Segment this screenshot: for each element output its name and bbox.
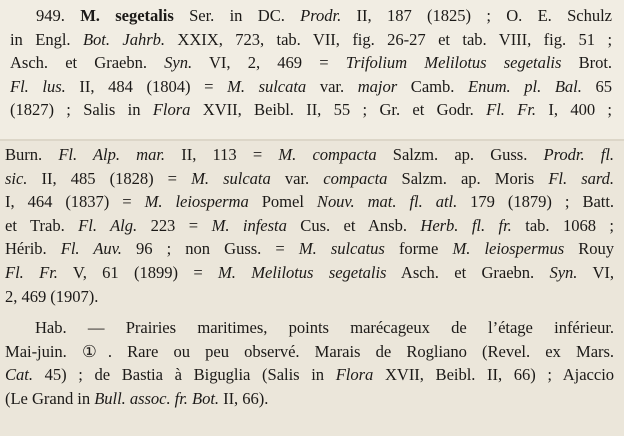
text-run: Hérib. (5, 239, 61, 259)
entry-line (10, 28, 612, 52)
italic-run: Fl. Alg. (78, 215, 138, 235)
italic-run: Fl. Auv. (60, 239, 122, 259)
text-run: Rouy (564, 239, 614, 259)
italic-run: Fl. lus. (10, 76, 66, 96)
text-run: VI, 2, 469 = (192, 53, 346, 73)
text-run: tab. 1068 ; (511, 215, 614, 235)
species-name: M. segetalis (80, 6, 174, 25)
entry-line (5, 167, 614, 191)
text-run: et Trab. (5, 215, 79, 235)
text-run: II, 484 (1804) = (65, 76, 228, 96)
italic-run: Fl. sard. (548, 168, 614, 188)
text-run: 949. (36, 6, 81, 25)
entry-line (10, 4, 612, 28)
text-run: Asch. et Graebn. (10, 53, 165, 73)
text-run: 65 (581, 76, 612, 96)
text-run: Salzm. ap. Guss. (376, 145, 544, 164)
text-run: 223 = (137, 215, 212, 235)
text-run: Asch. et Graebn. (386, 262, 550, 282)
italic-run: Fl. Fr. (486, 100, 536, 120)
text-run: 96 ; non Guss. = (121, 239, 299, 259)
italic-run: major (357, 76, 398, 96)
entry-line (10, 75, 612, 99)
italic-run: Fl. Fr. (5, 262, 58, 282)
italic-run: Herb. fl. fr. (420, 215, 512, 235)
text-run: var. (270, 168, 324, 188)
text-run: II, 113 = (165, 145, 279, 164)
italic-run: Flora (152, 100, 191, 120)
italic-run: Syn. (549, 262, 578, 282)
text-run: V, 61 (1899) = (57, 262, 218, 282)
scan-seam (0, 139, 624, 141)
entry-line (5, 214, 614, 238)
italic-run: M. compacta (278, 145, 377, 164)
entry-line (5, 143, 614, 167)
species-entry-top (0, 4, 624, 122)
italic-run: Flora (335, 365, 374, 385)
species-entry-bottom (0, 143, 624, 411)
entry-line (5, 190, 614, 214)
text-run: 2, 469 (1907). (5, 286, 99, 306)
entry-line (5, 285, 614, 309)
text-run: II, 485 (1828) = (27, 168, 192, 188)
entry-line (5, 237, 614, 261)
italic-run: M. sulcata (191, 168, 271, 188)
text-run: forme (384, 239, 453, 259)
italic-run: Cat. (5, 365, 33, 385)
italic-run: M. infesta (211, 215, 287, 235)
text-run: XVII, Beibl. II, 66) ; Ajaccio (373, 365, 614, 385)
text-run: Pomel (248, 192, 317, 212)
text-run: I, 400 ; (536, 100, 612, 120)
italic-run: M. leiosperma (144, 192, 249, 212)
italic-run: M. sulcata (227, 76, 307, 96)
italic-run: M. Melilotus segetalis (218, 262, 387, 282)
text-run: Salzm. ap. Moris (387, 168, 549, 188)
text-run: VI, (577, 262, 614, 282)
text-run: Brot. (561, 53, 612, 73)
text-run: var. (306, 76, 358, 96)
text-run: Burn. (5, 145, 59, 164)
habitat-line (5, 340, 614, 364)
text-run: Cus. et Ansb. (286, 215, 421, 235)
text-run: Camb. (397, 76, 468, 96)
text-run: XVII, Beibl. II, 55 ; Gr. et Godr. (190, 100, 487, 120)
entry-line (10, 98, 612, 122)
italic-run: Bull. assoc. fr. Bot. (94, 388, 219, 408)
habitat-line (5, 316, 614, 340)
text-run: (Le Grand in (5, 388, 95, 408)
text-run: II, 187 (1825) ; O. E. Schulz (341, 6, 612, 25)
entry-line (10, 51, 612, 75)
text-run: 45) ; de Bastia à Biguglia (Salis in (32, 365, 336, 385)
italic-run: sic. (5, 168, 28, 188)
entry-line (5, 261, 614, 285)
italic-run: compacta (323, 168, 388, 188)
paragraph-spacer (5, 308, 614, 316)
text-run: Mai-juin. ①. Rare ou peu observé. Marais de Rogliano (Revel. ex Mars. (5, 341, 614, 361)
italic-run: Syn. (164, 53, 193, 73)
italic-run: M. leiospermus (452, 239, 565, 259)
italic-run: Trifolium Melilotus segetalis (345, 53, 562, 73)
text-run: I, 464 (1837) = (5, 192, 145, 212)
text-run: II, 66). (219, 388, 269, 408)
text-run: Ser. in DC. (173, 6, 301, 25)
italic-run: Fl. Alp. mar. (58, 145, 166, 164)
text-run: 179 (1879) ; Batt. (457, 192, 614, 212)
text-run: XXIX, 723, tab. VII, fig. 26-27 et tab. VIII, fig. 51 ; (164, 29, 612, 49)
italic-run: Prodr. (300, 6, 342, 25)
habitat-line (5, 363, 614, 387)
italic-run: Bot. Jahrb. (82, 29, 165, 49)
italic-run: Enum. pl. Bal. (468, 76, 582, 96)
italic-run: M. sulcatus (298, 239, 385, 259)
italic-run: Nouv. mat. fl. atl. (316, 192, 458, 212)
text-run: (1827) ; Salis in (10, 100, 153, 120)
text-run: in Engl. (10, 29, 83, 49)
italic-run: Prodr. fl. (543, 145, 614, 164)
habitat-line (5, 387, 614, 411)
text-run: Hab. — Prairies maritimes, points marécageux de l’étage inférieur. (35, 318, 614, 338)
